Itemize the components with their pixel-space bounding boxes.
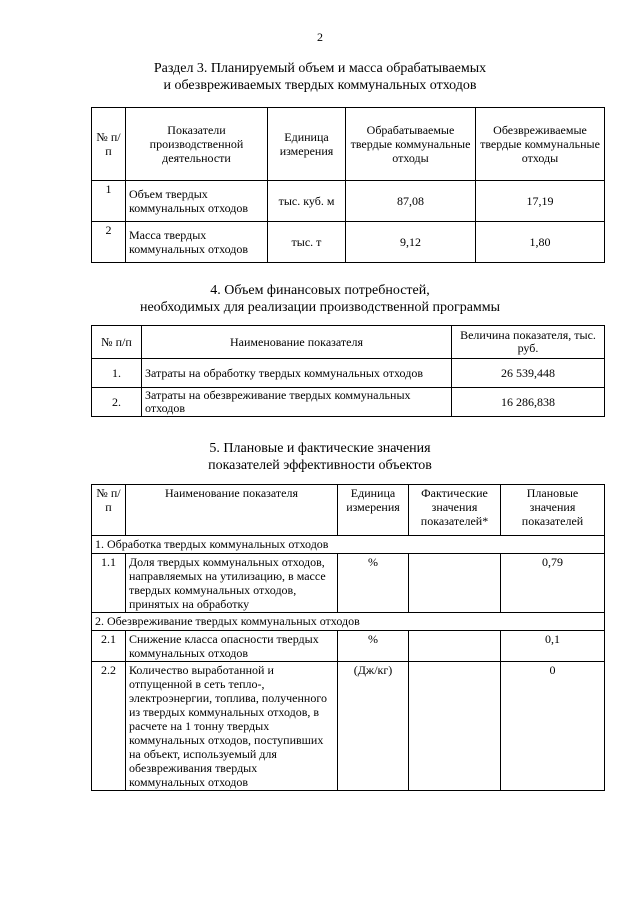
table-row (92, 359, 605, 388)
row-name: Затраты на обработку твердых коммунальных отходов (142, 359, 452, 388)
section3-title-line1: Раздел 3. Планируемый объем и масса обрабатываемых (153, 61, 487, 76)
financial-needs-table (91, 325, 605, 417)
table-row (92, 181, 605, 222)
section4-title-line1: 4. Объем финансовых потребностей, (210, 283, 430, 298)
header-actual: Фактические значения показателей* (409, 485, 501, 536)
row-processed: 9,12 (346, 222, 476, 263)
row-processed: 87,08 (346, 181, 476, 222)
row-planned: 0,1 (501, 631, 605, 662)
row-unit: тыс. куб. м (268, 181, 346, 222)
efficiency-table (91, 484, 605, 791)
row-name: Объем твердых коммунальных отходов (126, 181, 268, 222)
group-row (92, 536, 605, 554)
group-row (92, 613, 605, 631)
row-neutralized: 17,19 (476, 181, 605, 222)
table-row (92, 631, 605, 662)
row-actual (409, 631, 501, 662)
row-neutralized: 1,80 (476, 222, 605, 263)
table-header-row (92, 485, 605, 536)
section4-title-line2: необходимых для реализации производственной программы (139, 300, 501, 315)
table-row (92, 554, 605, 613)
row-planned: 0,79 (501, 554, 605, 613)
table-row (92, 388, 605, 417)
header-processed: Обрабатываемые твердые коммунальные отходы (346, 108, 476, 181)
section5-title-line1: 5. Плановые и фактические значения (209, 441, 431, 456)
row-num: 1. (92, 359, 142, 388)
row-value: 26 539,448 (452, 359, 605, 388)
page-number: 2 (317, 30, 323, 44)
group-neutralization: 2. Обезвреживание твердых коммунальных отходов (92, 613, 605, 631)
row-unit: (Дж/кг) (338, 662, 409, 791)
table-row (92, 222, 605, 263)
row-planned: 0 (501, 662, 605, 791)
table-header-row (92, 326, 605, 359)
header-value: Величина показателя, тыс. руб. (452, 326, 605, 359)
header-planned: Плановые значения показателей (501, 485, 605, 536)
row-name: Количество выработанной и отпущенной в сеть тепло-, электроэнергии, топлива, полученного из твердых коммунальных отходов, в расчете на 1 тонну твердых коммунальных отходов, поступивших на объект, используемый для обезвреживания твердых коммунальных отходов (126, 662, 338, 791)
row-num: 1 (92, 181, 126, 222)
header-num: № п/п (92, 108, 126, 181)
row-value: 16 286,838 (452, 388, 605, 417)
row-name: Доля твердых коммунальных отходов, направляемых на утилизацию, в массе твердых коммунальных отходов, принятых на обработку (126, 554, 338, 613)
row-num: 2.1 (92, 631, 126, 662)
row-num: 1.1 (92, 554, 126, 613)
header-neutralized: Обезвреживаемые твердые коммунальные отходы (476, 108, 605, 181)
section5-title (0, 440, 640, 474)
table-row (92, 662, 605, 791)
row-unit: % (338, 554, 409, 613)
header-unit: Единица измерения (268, 108, 346, 181)
row-name: Масса твердых коммунальных отходов (126, 222, 268, 263)
row-unit: тыс. т (268, 222, 346, 263)
row-unit: % (338, 631, 409, 662)
header-indicator: Показатели производственной деятельности (126, 108, 268, 181)
row-num: 2. (92, 388, 142, 417)
table-header-row (92, 108, 605, 181)
row-name: Затраты на обезвреживание твердых коммунальных отходов (142, 388, 452, 417)
header-unit: Единица измерения (338, 485, 409, 536)
header-name: Наименование показателя (142, 326, 452, 359)
row-actual (409, 554, 501, 613)
row-num: 2.2 (92, 662, 126, 791)
row-actual (409, 662, 501, 791)
section4-title (0, 282, 640, 316)
header-num: № п/п (92, 485, 126, 536)
row-num: 2 (92, 222, 126, 263)
row-name: Снижение класса опасности твердых коммунальных отходов (126, 631, 338, 662)
group-processing: 1. Обработка твердых коммунальных отходов (92, 536, 605, 554)
section5-title-line2: показателей эффективности объектов (208, 458, 432, 473)
header-name: Наименование показателя (126, 485, 338, 536)
section3-title-line2: и обезвреживаемых твердых коммунальных отходов (163, 78, 477, 93)
section3-title (0, 60, 640, 94)
volume-mass-table (91, 107, 605, 263)
header-num: № п/п (92, 326, 142, 359)
